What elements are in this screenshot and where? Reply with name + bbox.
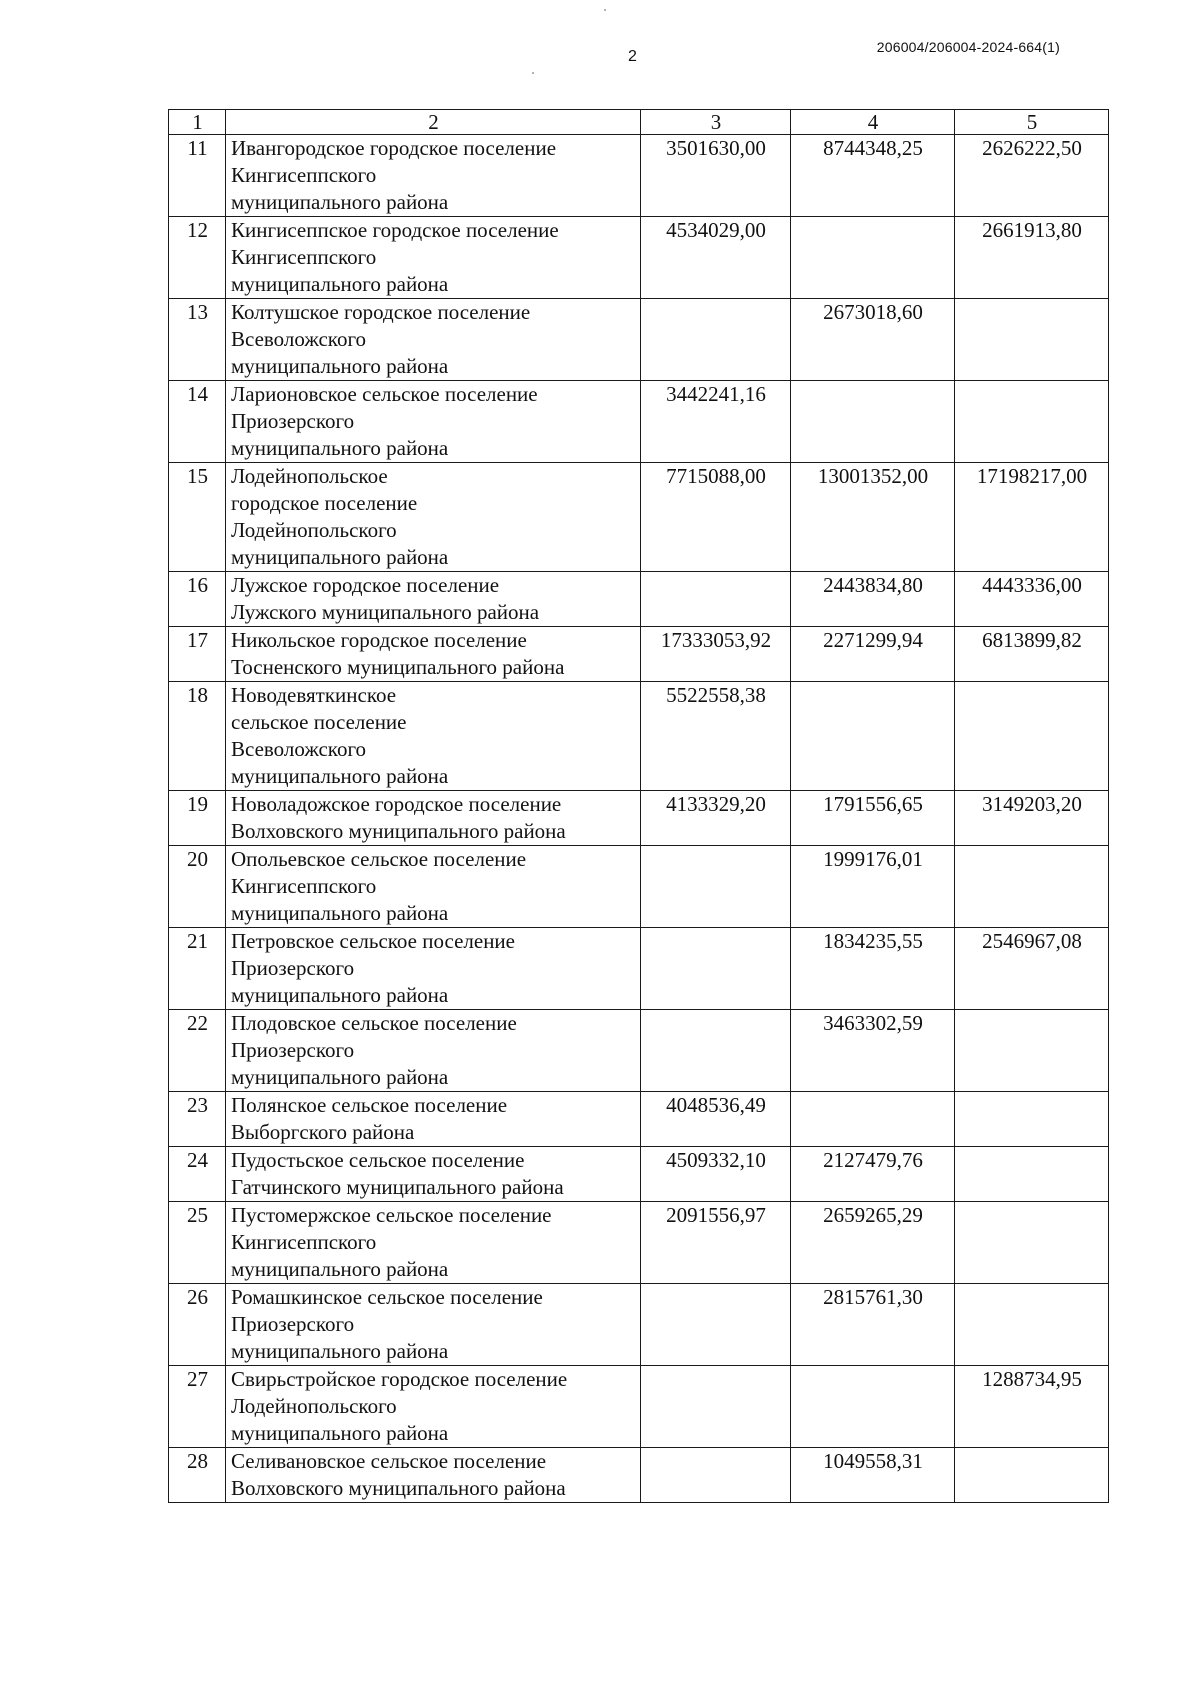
value-column-3: 4048536,49 (641, 1092, 791, 1147)
row-number: 26 (169, 1284, 226, 1366)
row-number: 23 (169, 1092, 226, 1147)
value-column-4 (791, 1092, 955, 1147)
settlement-name (226, 928, 641, 1010)
table-row (169, 1366, 1109, 1448)
settlement-name-line: муниципального района (231, 1065, 449, 1089)
value-column-4: 2443834,80 (791, 572, 955, 627)
row-number: 17 (169, 627, 226, 682)
value-column-3 (641, 299, 791, 381)
settlement-name-line: Волховского муниципального района (231, 1476, 566, 1500)
settlement-name-line: муниципального района (231, 983, 449, 1007)
row-number: 28 (169, 1448, 226, 1503)
settlement-name-line: Кингисеппского (231, 874, 377, 898)
table-row (169, 627, 1109, 682)
table-row (169, 463, 1109, 572)
settlement-name (226, 1366, 641, 1448)
value-column-3: 3501630,00 (641, 135, 791, 217)
value-column-4: 8744348,25 (791, 135, 955, 217)
value-column-5: 2546967,08 (955, 928, 1109, 1010)
value-column-3: 5522558,38 (641, 682, 791, 791)
settlement-name (226, 1284, 641, 1366)
settlement-name-line: Лужское городское поселение (231, 573, 500, 597)
value-column-3 (641, 572, 791, 627)
value-column-4 (791, 217, 955, 299)
value-column-5 (955, 1284, 1109, 1366)
value-column-4: 3463302,59 (791, 1010, 955, 1092)
value-column-4: 13001352,00 (791, 463, 955, 572)
settlement-name-line: муниципального района (231, 190, 449, 214)
settlement-name-line: Ивангородское городское поселение (231, 136, 557, 160)
scan-speck (532, 72, 534, 74)
table-row (169, 1448, 1109, 1503)
row-number: 27 (169, 1366, 226, 1448)
row-number: 22 (169, 1010, 226, 1092)
value-column-4 (791, 682, 955, 791)
settlement-name-line: Гатчинского муниципального района (231, 1175, 564, 1199)
table-row (169, 928, 1109, 1010)
settlement-name-line: Никольское городское поселение (231, 628, 527, 652)
table-row (169, 682, 1109, 791)
value-column-3: 4534029,00 (641, 217, 791, 299)
settlement-name-line: Тосненского муниципального района (231, 655, 565, 679)
table-row (169, 1092, 1109, 1147)
value-column-5 (955, 1147, 1109, 1202)
budget-allocation-table (168, 109, 1109, 1503)
table-row (169, 381, 1109, 463)
settlement-name (226, 1010, 641, 1092)
value-column-4: 2127479,76 (791, 1147, 955, 1202)
settlement-name (226, 572, 641, 627)
settlement-name-line: Новоладожское городское поселение (231, 792, 562, 816)
column-header-3: 3 (641, 110, 791, 135)
settlement-name-line: муниципального района (231, 901, 449, 925)
settlement-name-line: Всеволожского (231, 737, 367, 761)
value-column-5 (955, 1010, 1109, 1092)
settlement-name-line: Приозерского (231, 1312, 355, 1336)
value-column-4: 1791556,65 (791, 791, 955, 846)
value-column-3 (641, 1284, 791, 1366)
settlement-name (226, 627, 641, 682)
settlement-name (226, 1092, 641, 1147)
settlement-name-line: Приозерского (231, 1038, 355, 1062)
settlement-name-line: городское поселение (231, 491, 418, 515)
value-column-4: 2673018,60 (791, 299, 955, 381)
table-row (169, 135, 1109, 217)
document-reference: 206004/206004-2024-664(1) (876, 39, 1060, 55)
page-number: 2 (628, 48, 637, 65)
value-column-5 (955, 299, 1109, 381)
settlement-name-line: Селивановское сельское поселение (231, 1449, 547, 1473)
settlement-name-line: муниципального района (231, 272, 449, 296)
settlement-name-line: Всеволожского (231, 327, 367, 351)
settlement-name-line: Кингисеппское городское поселение (231, 218, 559, 242)
settlement-name-line: Свирьстройское городское поселение (231, 1367, 568, 1391)
table-body (169, 110, 1109, 1503)
settlement-name-line: Плодовское сельское поселение (231, 1011, 517, 1035)
table-row (169, 572, 1109, 627)
value-column-3: 4133329,20 (641, 791, 791, 846)
settlement-name-line: Кингисеппского (231, 163, 377, 187)
value-column-4 (791, 381, 955, 463)
settlement-name-line: Кингисеппского (231, 245, 377, 269)
value-column-3 (641, 1010, 791, 1092)
table-row (169, 846, 1109, 928)
column-header-4: 4 (791, 110, 955, 135)
value-column-3: 3442241,16 (641, 381, 791, 463)
settlement-name-line: Приозерского (231, 956, 355, 980)
value-column-3 (641, 1366, 791, 1448)
row-number: 12 (169, 217, 226, 299)
settlement-name (226, 463, 641, 572)
settlement-name-line: Новодевяткинское (231, 683, 397, 707)
value-column-3: 4509332,10 (641, 1147, 791, 1202)
table-row (169, 1010, 1109, 1092)
value-column-4: 1049558,31 (791, 1448, 955, 1503)
table-row (169, 1147, 1109, 1202)
settlement-name (226, 381, 641, 463)
value-column-5: 4443336,00 (955, 572, 1109, 627)
settlement-name-line: муниципального района (231, 545, 449, 569)
table-row (169, 1202, 1109, 1284)
settlement-name-line: Опольевское сельское поселение (231, 847, 527, 871)
value-column-5 (955, 1092, 1109, 1147)
value-column-4: 2271299,94 (791, 627, 955, 682)
value-column-5: 17198217,00 (955, 463, 1109, 572)
table-row (169, 299, 1109, 381)
settlement-name (226, 217, 641, 299)
settlement-name-line: Лодейнопольского (231, 1394, 397, 1418)
value-column-4: 1834235,55 (791, 928, 955, 1010)
row-number: 20 (169, 846, 226, 928)
row-number: 16 (169, 572, 226, 627)
settlement-name-line: Лужского муниципального района (231, 600, 540, 624)
settlement-name-line: Лодейнопольское (231, 464, 388, 488)
value-column-5 (955, 381, 1109, 463)
settlement-name (226, 1147, 641, 1202)
row-number: 25 (169, 1202, 226, 1284)
settlement-name (226, 846, 641, 928)
table-row (169, 1284, 1109, 1366)
settlement-name-line: Лодейнопольского (231, 518, 397, 542)
settlement-name-line: муниципального района (231, 354, 449, 378)
row-number: 15 (169, 463, 226, 572)
settlement-name-line: сельское поселение (231, 710, 407, 734)
row-number: 24 (169, 1147, 226, 1202)
value-column-3: 17333053,92 (641, 627, 791, 682)
settlement-name-line: муниципального района (231, 436, 449, 460)
settlement-name-line: Полянское сельское поселение (231, 1093, 508, 1117)
settlement-name-line: муниципального района (231, 1257, 449, 1281)
value-column-4: 2815761,30 (791, 1284, 955, 1366)
row-number: 19 (169, 791, 226, 846)
value-column-4 (791, 1366, 955, 1448)
row-number: 11 (169, 135, 226, 217)
settlement-name-line: Пудостьское сельское поселение (231, 1148, 525, 1172)
row-number: 13 (169, 299, 226, 381)
value-column-5 (955, 1202, 1109, 1284)
row-number: 18 (169, 682, 226, 791)
value-column-4: 1999176,01 (791, 846, 955, 928)
value-column-3 (641, 1448, 791, 1503)
settlement-name (226, 682, 641, 791)
settlement-name-line: муниципального района (231, 764, 449, 788)
column-header-2: 2 (226, 110, 641, 135)
value-column-3 (641, 846, 791, 928)
value-column-5 (955, 846, 1109, 928)
value-column-3: 7715088,00 (641, 463, 791, 572)
settlement-name-line: Выборгского района (231, 1120, 415, 1144)
settlement-name-line: Петровское сельское поселение (231, 929, 515, 953)
value-column-5 (955, 682, 1109, 791)
value-column-5 (955, 1448, 1109, 1503)
settlement-name-line: Пустомержское сельское поселение (231, 1203, 552, 1227)
column-header-1: 1 (169, 110, 226, 135)
value-column-3: 2091556,97 (641, 1202, 791, 1284)
value-column-5: 1288734,95 (955, 1366, 1109, 1448)
table-row (169, 791, 1109, 846)
settlement-name-line: Ромашкинское сельское поселение (231, 1285, 543, 1309)
settlement-name-line: муниципального района (231, 1339, 449, 1363)
scan-speck (604, 9, 606, 11)
settlement-name-line: Кингисеппского (231, 1230, 377, 1254)
row-number: 14 (169, 381, 226, 463)
settlement-name (226, 135, 641, 217)
settlement-name (226, 1448, 641, 1503)
settlement-name-line: Приозерского (231, 409, 355, 433)
table-row (169, 217, 1109, 299)
settlement-name (226, 1202, 641, 1284)
settlement-name-line: Ларионовское сельское поселение (231, 382, 538, 406)
settlement-name (226, 299, 641, 381)
value-column-4: 2659265,29 (791, 1202, 955, 1284)
row-number: 21 (169, 928, 226, 1010)
settlement-name-line: Волховского муниципального района (231, 819, 566, 843)
column-header-5: 5 (955, 110, 1109, 135)
value-column-5: 2626222,50 (955, 135, 1109, 217)
value-column-5: 2661913,80 (955, 217, 1109, 299)
table-header-row (169, 110, 1109, 135)
value-column-5: 3149203,20 (955, 791, 1109, 846)
value-column-3 (641, 928, 791, 1010)
value-column-5: 6813899,82 (955, 627, 1109, 682)
settlement-name-line: Колтушское городское поселение (231, 300, 531, 324)
settlement-name (226, 791, 641, 846)
settlement-name-line: муниципального района (231, 1421, 449, 1445)
